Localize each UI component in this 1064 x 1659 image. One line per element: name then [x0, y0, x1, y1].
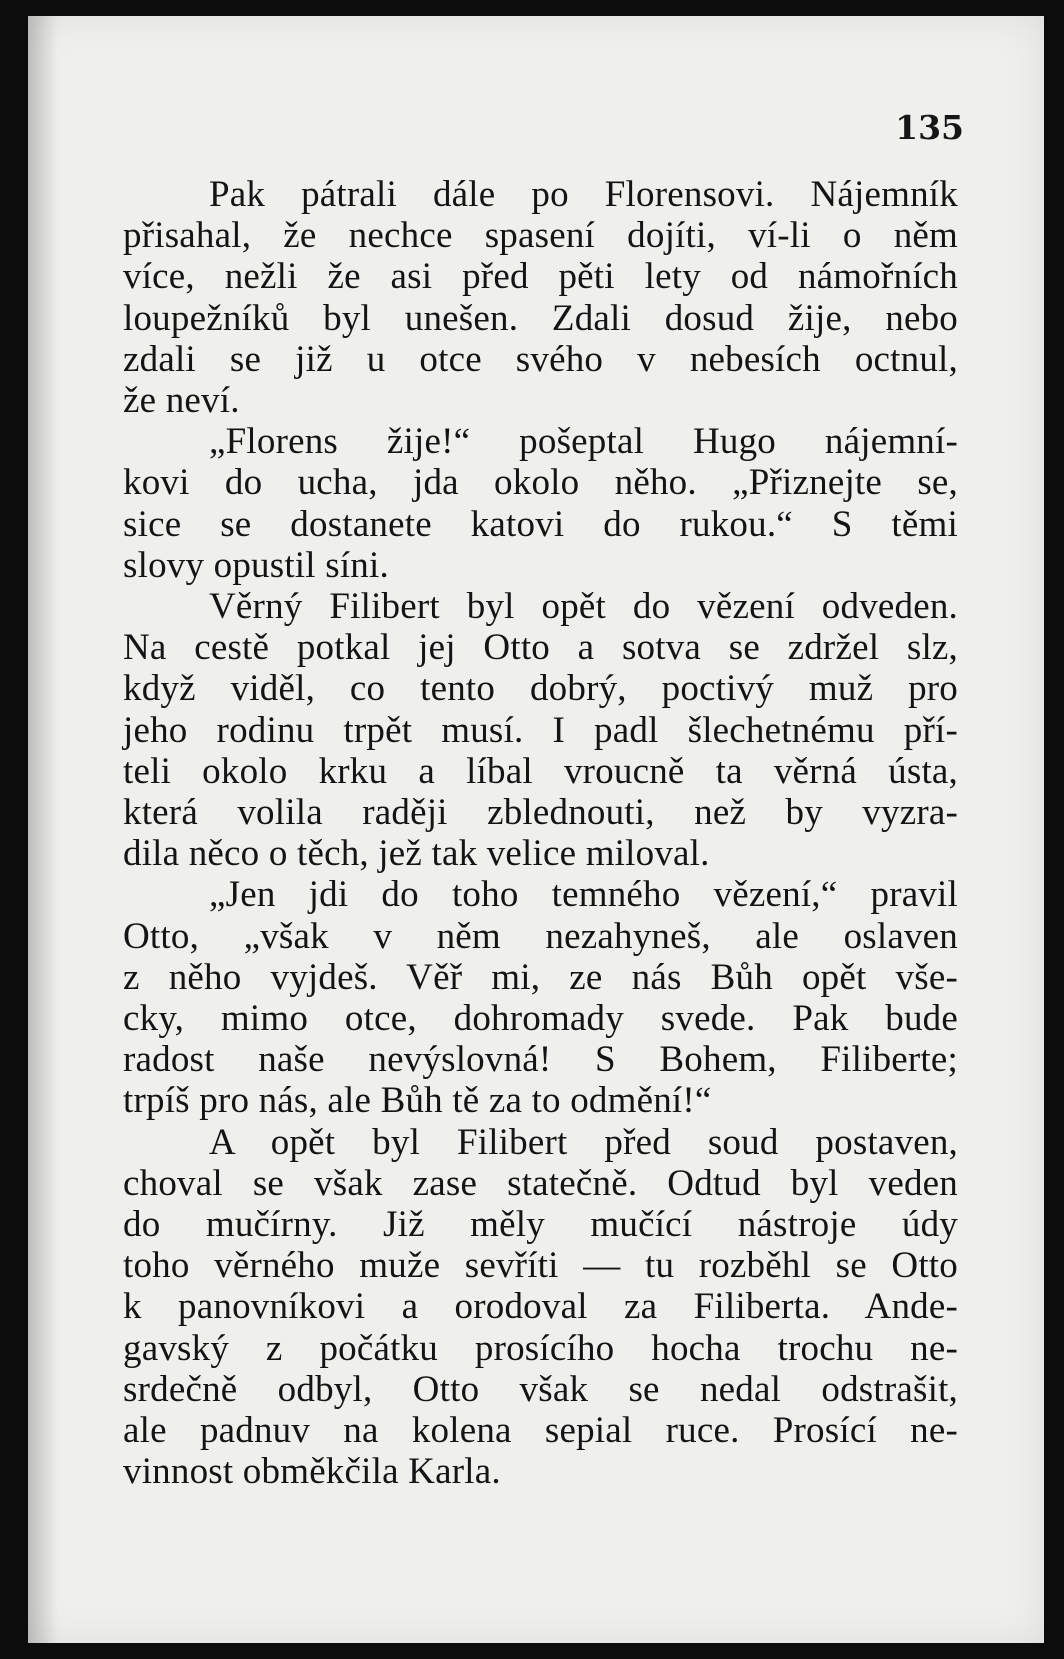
text-line: trpíš pro nás, ale Bůh tě za to odmění!“ [123, 1080, 712, 1122]
text-line: „Florens žije!“ pošeptal Hugo nájemní- [209, 421, 958, 463]
text-line: dila něco o těch, jež tak velice miloval. [123, 833, 710, 875]
gutter-shadow [28, 16, 58, 1643]
paragraph [123, 874, 958, 1121]
text-line: do mučírny. Již měly mučící nástroje údy [123, 1204, 958, 1246]
text-line: přisahal, že nechce spasení dojíti, ví-li o něm [123, 215, 958, 257]
text-line: srdečně odbyl, Otto však se nedal odstrašit, [123, 1368, 958, 1410]
book-page [28, 16, 1044, 1643]
text-line: ale padnuv na kolena sepial ruce. Prosící ne- [123, 1410, 958, 1452]
text-line: choval se však zase statečně. Odtud byl veden [123, 1162, 958, 1204]
text-line: kovi do ucha, jda okolo něho. „Přiznejte se, [123, 462, 958, 504]
page-number: 135 [895, 108, 964, 147]
text-line: „Jen jdi do toho temného vězení,“ pravil [209, 874, 958, 916]
text-line: Pak pátrali dále po Florensovi. Nájemník [209, 174, 958, 215]
text-line: toho věrného muže sevříti — tu rozběhl se Otto [123, 1245, 958, 1287]
text-line: A opět byl Filibert před soud postaven, [209, 1121, 958, 1163]
text-line: radost naše nevýslovná! S Bohem, Filiberte; [123, 1039, 958, 1081]
paragraph [123, 1122, 958, 1493]
text-line: sice se dostanete katovi do rukou.“ S těmi [123, 503, 958, 545]
text-line: Otto, „však v něm nezahyneš, ale oslaven [123, 915, 958, 957]
text-line: Věrný Filibert byl opět do vězení odveden. [209, 586, 958, 628]
text-line: k panovníkovi a orodoval za Filiberta. Ande- [123, 1286, 958, 1328]
text-line: že neví. [123, 380, 240, 422]
text-line: cky, mimo otce, dohromady svede. Pak bude [123, 998, 958, 1040]
text-line: teli okolo krku a líbal vroucně ta věrná ústa, [123, 750, 958, 792]
text-line: gavský z počátku prosícího hocha trochu ne- [123, 1327, 958, 1369]
text-line: loupežníků byl unešen. Zdali dosud žije, nebo [123, 297, 958, 339]
paragraph [123, 174, 958, 421]
text-line: zdali se již u otce svého v nebesích octnul, [123, 338, 958, 380]
text-line: slovy opustil síni. [123, 544, 389, 586]
text-line: vinnost obměkčila Karla. [123, 1451, 501, 1493]
text-line: více, nežli že asi před pěti lety od námořních [123, 256, 958, 298]
paragraph [123, 421, 958, 586]
body-text [123, 174, 958, 1493]
text-line: Na cestě potkal jej Otto a sotva se zdržel slz, [123, 627, 958, 669]
text-line: která volila raději zblednouti, než by vyzra- [123, 792, 958, 834]
text-line: když viděl, co tento dobrý, poctivý muž pro [123, 668, 958, 710]
paragraph [123, 586, 958, 874]
text-line: jeho rodinu trpět musí. I padl šlechetnému pří- [123, 709, 958, 751]
text-line: z něho vyjdeš. Věř mi, ze nás Bůh opět vše- [123, 956, 958, 998]
